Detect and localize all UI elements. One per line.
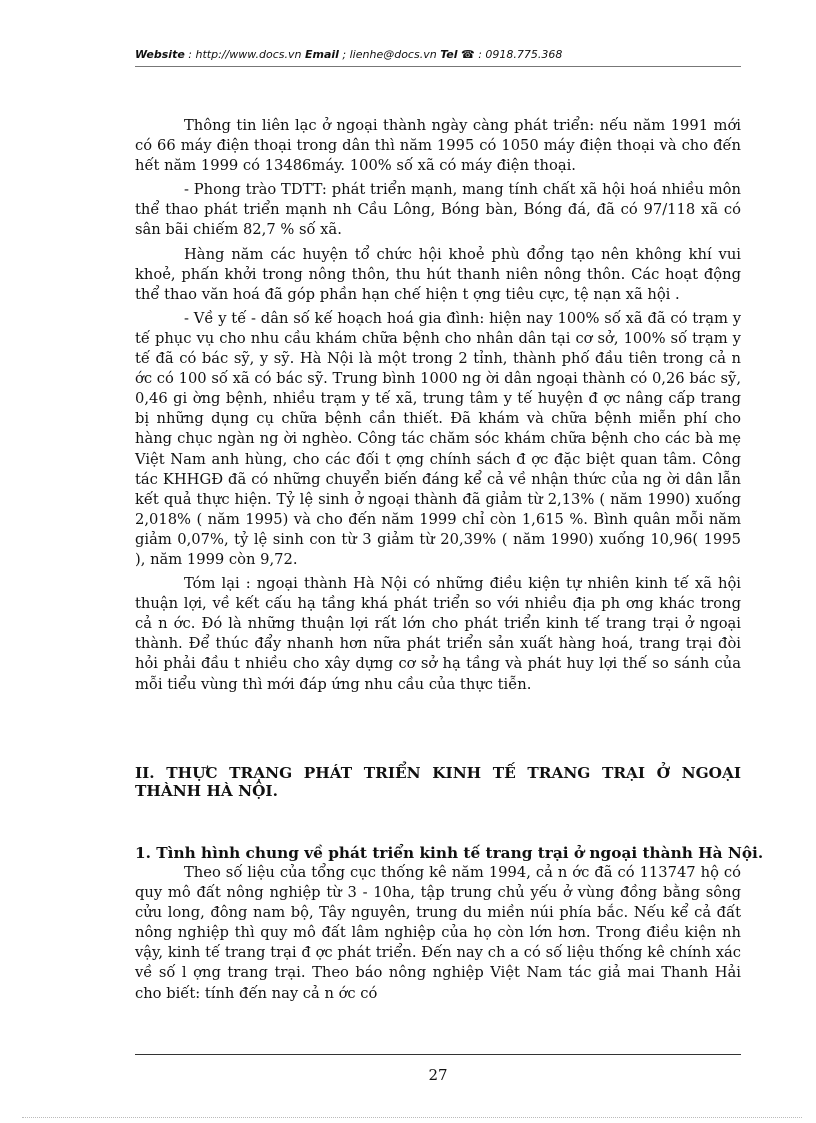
- page-number: 27: [428, 1066, 448, 1084]
- email-label: Email: [304, 48, 339, 61]
- page-header: [135, 48, 741, 64]
- paragraph-summary: Tóm lại : ngoại thành Hà Nội có những điều kiện tự nhiên kinh tế xã hội thuận lợi, về kết cấu hạ tầng khá phát triển so với nhiều địa ph ơng khác trong cả n ớc. Đó là những thuận lợi rất lớn cho phát triển kinh tế trang trại ở ngoại thành. Để thúc đẩy nhanh hơn nữa phát triển sản xuất hàng hoá, trang trại đòi hỏi phải đầu t nhiều cho xây dựng cơ sở hạ tầng và phát huy lợi thế so sánh của mỗi tiểu vùng thì mới đáp ứng nhu cầu của thực tiễn.: [135, 575, 741, 693]
- email-address[interactable]: ; lienhe@docs.vn: [338, 48, 441, 61]
- page-bottom-border: [22, 1117, 802, 1118]
- paragraph-statistics: Theo số liệu của tổng cục thống kê năm 1994, cả n ớc đã có 113747 hộ có quy mô đất nông nghiệp từ 3 - 10ha, tập trung chủ yếu ở vùng đồng bằng sông cửu long, đông nam bộ, Tây nguyên, trung du miền núi phía bắc. Nếu kể cả đất nông nghiệp thì quy mô đất lâm nghiệp của họ còn lớn hơn. Trong điều kiện nh vậy, kinh tế trang trại đ ợc phát triển. Đến nay ch a có số liệu thống kê chính xác về số l ợng trang trại. Theo báo nông nghiệp Việt Nam tác giả mai Thanh Hải cho biết: tính đến nay cả n ớc có: [135, 864, 741, 1002]
- body-section-1: [135, 116, 741, 695]
- header-divider: [135, 66, 741, 67]
- website-label: Website: [135, 48, 185, 61]
- paragraph-festivals: Hàng năm các huyện tổ chức hội khoẻ phù đổng tạo nên không khí vui khoẻ, phấn khởi trong nông thôn, thu hút thanh niên nông thôn. Các hoạt động thể thao văn hoá đã góp phần hạn chế hiện t ợng tiêu cực, tệ nạn xã hội .: [135, 245, 741, 303]
- telephone-icon: ☎: [461, 48, 475, 61]
- footer-divider: [135, 1054, 741, 1055]
- body-section-2: [135, 863, 741, 1004]
- paragraph-communications: Thông tin liên lạc ở ngoại thành ngày càng phát triển: nếu năm 1991 mới có 66 máy điện thoại trong dân thì năm 1995 có 1050 máy điện thoại và cho đến hết năm 1999 có 13486máy. 100% số xã có máy điện thoại.: [135, 117, 741, 175]
- subsection-heading-1: 1. Tình hình chung về phát triển kinh tế trang trại ở ngoại thành Hà Nội.: [135, 844, 764, 862]
- paragraph-sports: - Phong trào TDTT: phát triển mạnh, mang tính chất xã hội hoá nhiều môn thể thao phát triển mạnh nh Cầu Lông, Bóng bàn, Bóng đá, đã có 97/118 xã có sân bãi chiếm 82,7 % số xã.: [135, 181, 741, 239]
- website-url[interactable]: : http://www.docs.vn: [184, 48, 305, 61]
- tel-number: : 0918.775.368: [474, 48, 563, 61]
- paragraph-healthcare: - Về y tế - dân số kế hoạch hoá gia đình: hiện nay 100% số xã đã có trạm y tế phục vụ cho nhu cầu khám chữa bệnh cho nhân dân tại cơ sở, 100% số trạm y tế đã có bác sỹ, y sỹ. Hà Nội là một trong 2 tỉnh, thành phố đầu tiên trong cả n ớc có 100 số xã có bác sỹ. Trung bình 1000 ng ời dân ngoại thành có 0,26 bác sỹ, 0,46 gi ờng bệnh, nhiều trạm y tế xã, trung tâm y tế huyện đ ợc nâng cấp trang bị những dụng cụ chữa bệnh cần thiết. Đã khám và chữa bệnh miễn phí cho hàng chục ngàn ng ời nghèo. Công tác chăm sóc khám chữa bệnh cho các bà mẹ Việt Nam anh hùng, cho các đối t ợng chính sách đ ợc đặc biệt quan tâm. Công tác KHHGĐ đã có những chuyển biến đáng kể cả về nhận thức của ng ời dân lẫn kết quả thực hiện. Tỷ lệ sinh ở ngoại thành đã giảm từ 2,13% ( năm 1990) xuống 2,018% ( năm 1995) và cho đến năm 1999 chỉ còn 1,615 %. Bình quân mỗi năm giảm 0,07%, tỷ lệ sinh con từ 3 giảm từ 20,39% ( năm 1990) xuống 10,96( 1995 ), năm 1999 còn 9,72.: [135, 309, 741, 568]
- section-heading-ii: II. THỰC TRẠNG PHÁT TRIỂN KINH TẾ TRANG TRẠI Ở NGOẠI THÀNH HÀ NỘI.: [135, 764, 741, 800]
- tel-label: Tel: [440, 48, 458, 61]
